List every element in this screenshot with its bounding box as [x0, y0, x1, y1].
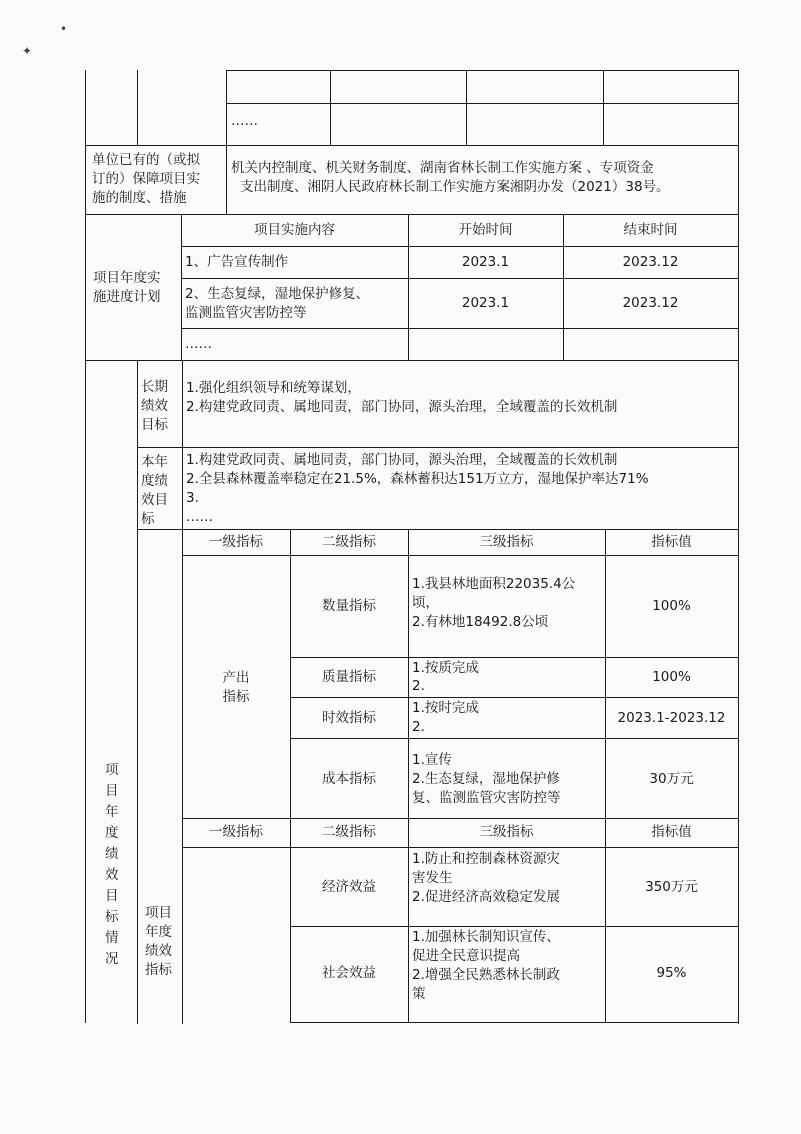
indicator-value: 2023.1-2023.12	[617, 710, 726, 726]
indicator-name: 数量指标	[322, 598, 376, 614]
header-level3: 三级指标	[479, 824, 534, 840]
schedule-ellipsis: ……	[185, 336, 212, 352]
indicator-value: 100%	[652, 669, 691, 685]
schedule-row-start: 2023.1	[461, 295, 510, 311]
header-value: 指标值	[651, 534, 692, 550]
schedule-header-end: 结束时间	[623, 222, 678, 238]
header-level1: 一级指标	[209, 534, 263, 550]
schedule-row-start: 2023.1	[461, 254, 510, 270]
scan-mark: •	[60, 22, 68, 36]
indicator-value: 350万元	[645, 879, 698, 895]
schedule-header-content: 项目实施内容	[254, 222, 335, 238]
indicator-value: 95%	[656, 965, 687, 981]
indicator-value: 100%	[652, 598, 691, 614]
header-level2: 二级指标	[322, 824, 376, 840]
schedule-row-end: 2023.12	[622, 295, 679, 311]
indicator-name: 成本指标	[322, 771, 376, 787]
header-level1: 一级指标	[209, 824, 263, 840]
indicator-name: 经济效益	[322, 879, 376, 895]
indicator-name: 质量指标	[322, 669, 376, 685]
scan-mark: ✦	[22, 44, 33, 58]
schedule-header-start: 开始时间	[458, 222, 513, 238]
indicator-name: 时效指标	[322, 710, 376, 726]
schedule-row-content: 1、广告宣传制作	[185, 254, 289, 270]
header-level3: 三级指标	[479, 534, 534, 550]
indicator-value: 30万元	[649, 771, 694, 787]
schedule-row-end: 2023.12	[622, 254, 679, 270]
ellipsis-text: ……	[231, 113, 258, 129]
indicator-name: 社会效益	[322, 965, 376, 981]
header-level2: 二级指标	[322, 534, 376, 550]
header-value: 指标值	[651, 824, 692, 840]
